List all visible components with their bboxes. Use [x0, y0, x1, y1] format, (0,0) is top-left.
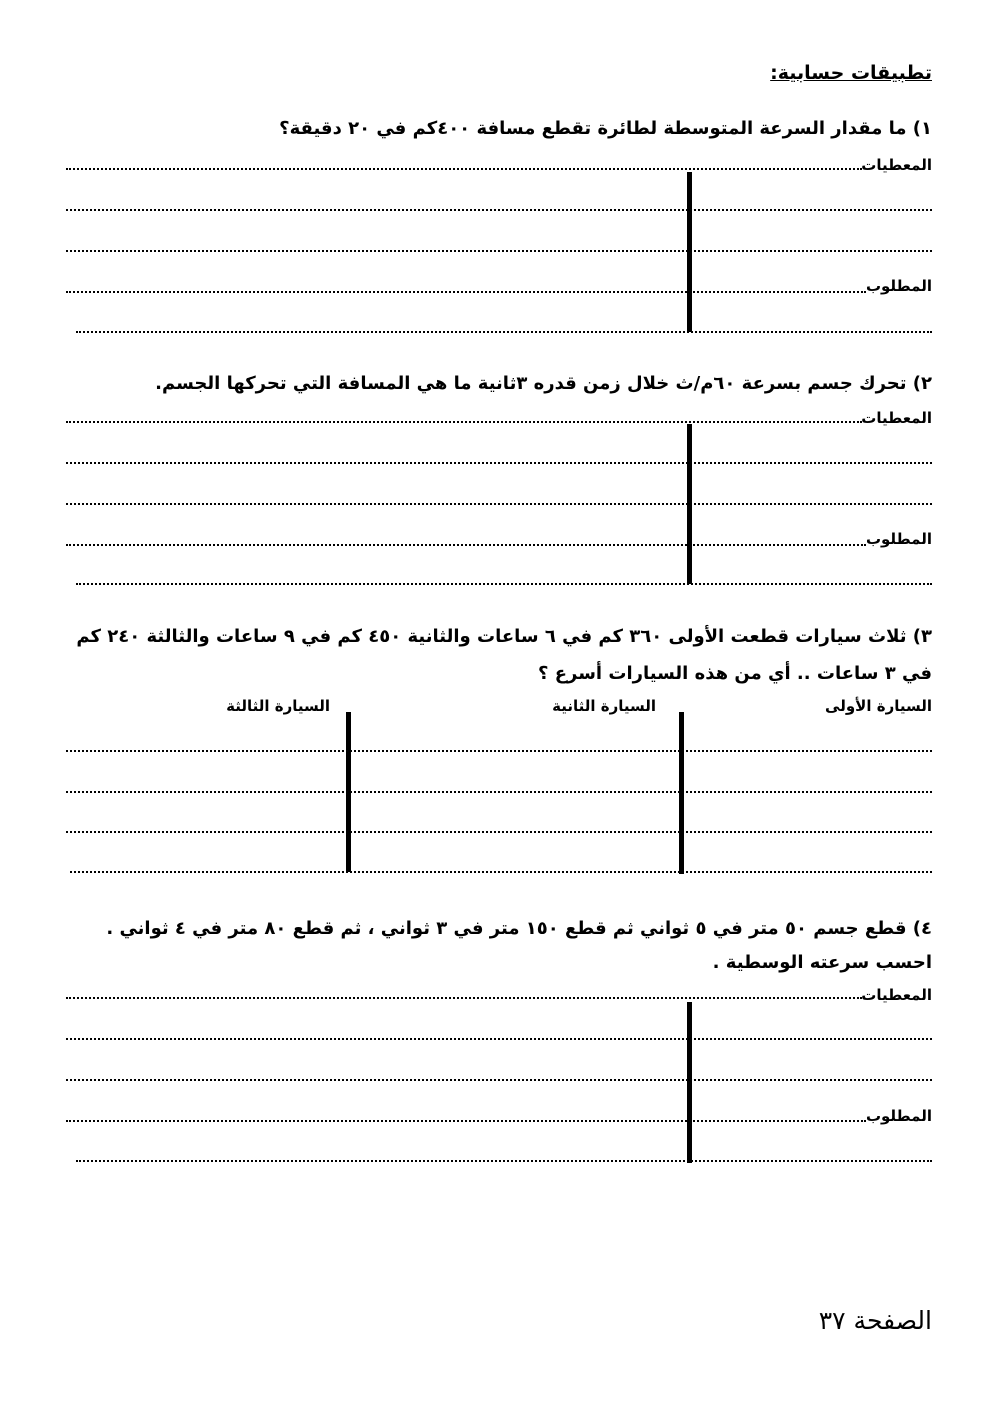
q4-answer-line-4[interactable] — [66, 1120, 866, 1122]
q2-divider — [687, 424, 692, 584]
q1-answer-line-4[interactable] — [66, 291, 866, 293]
q3-answer-line-1[interactable] — [66, 750, 932, 752]
q1-answer-line-3[interactable] — [66, 250, 932, 252]
q4-required-label: المطلوب — [865, 1107, 932, 1125]
q4-givens-label: المعطيات — [861, 986, 932, 1004]
q3-divider-right — [679, 712, 684, 874]
q1-divider — [687, 172, 692, 332]
question-4-text-line-1: ٤) قطع جسم ٥٠ متر في ٥ ثواني ثم قطع ١٥٠ متر في ٣ ثواني ، ثم قطع ٨٠ متر في ٤ ثواني . — [106, 918, 932, 939]
q1-required-label: المطلوب — [865, 277, 932, 295]
q1-answer-line-1[interactable] — [66, 168, 862, 170]
q4-answer-line-2[interactable] — [66, 1038, 932, 1040]
q2-answer-line-5[interactable] — [76, 583, 932, 585]
q4-divider — [687, 1002, 692, 1163]
page-title: تطبيقات حسابية: — [770, 62, 932, 84]
q4-answer-line-5[interactable] — [76, 1160, 932, 1162]
q3-answer-line-2[interactable] — [66, 791, 932, 793]
q2-answer-line-1[interactable] — [66, 421, 862, 423]
question-1-text: ١) ما مقدار السرعة المتوسطة لطائرة تقطع مسافة ٤٠٠كم في ٢٠ دقيقة؟ — [279, 118, 932, 139]
q3-answer-line-4[interactable] — [70, 871, 932, 873]
q3-car-2-label: السيارة الثانية — [552, 697, 656, 715]
q2-givens-label: المعطيات — [861, 409, 932, 427]
q2-answer-line-2[interactable] — [66, 462, 932, 464]
q3-car-3-label: السيارة الثالثة — [226, 697, 330, 715]
q3-car-1-label: السيارة الأولى — [825, 697, 932, 715]
q1-givens-label: المعطيات — [861, 156, 932, 174]
question-2-text: ٢) تحرك جسم بسرعة ٦٠م/ث خلال زمن قدره ٣ثانية ما هي المسافة التي تحركها الجسم. — [155, 373, 932, 394]
q1-answer-line-2[interactable] — [66, 209, 932, 211]
question-4-text-line-2: احسب سرعته الوسطية . — [712, 952, 932, 973]
question-3-text-line-1: ٣) ثلاث سيارات قطعت الأولى ٣٦٠ كم في ٦ ساعات والثانية ٤٥٠ كم في ٩ ساعات والثالثة ٢٤٠ كم — [76, 626, 932, 647]
q2-required-label: المطلوب — [865, 530, 932, 548]
page-number: الصفحة ٣٧ — [818, 1306, 932, 1335]
q2-answer-line-3[interactable] — [66, 503, 932, 505]
q1-answer-line-5[interactable] — [76, 331, 932, 333]
question-3-text-line-2: في ٣ ساعات .. أي من هذه السيارات أسرع ؟ — [538, 663, 932, 684]
q3-divider-left — [346, 712, 351, 872]
q4-answer-line-1[interactable] — [66, 997, 862, 999]
q3-answer-line-3[interactable] — [66, 831, 932, 833]
q4-answer-line-3[interactable] — [66, 1079, 932, 1081]
q2-answer-line-4[interactable] — [66, 544, 866, 546]
